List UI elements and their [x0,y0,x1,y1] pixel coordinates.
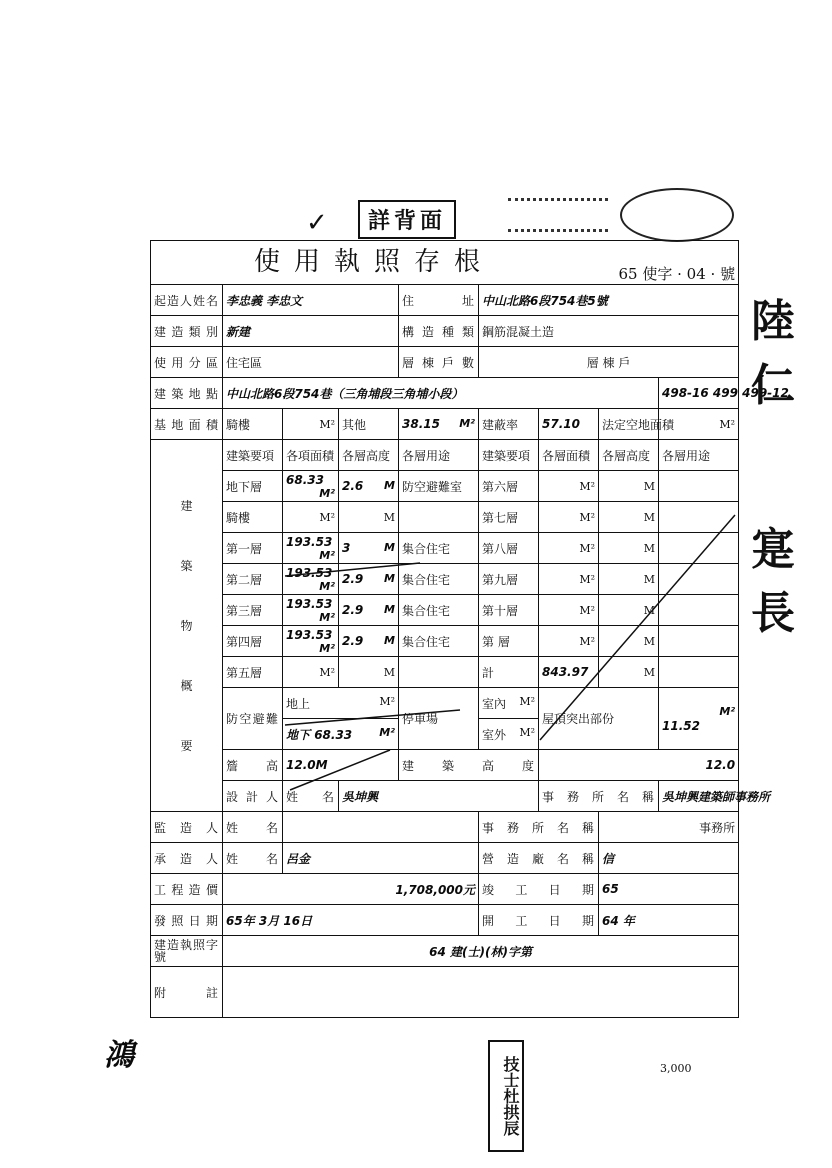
contractor-company: 信 [599,843,739,874]
check-mark-icon: ✓ [306,208,328,238]
indoor-label: 室內 M² [479,688,539,719]
below-ground: 地下 68.33 M² [283,719,399,750]
roof-label: 屋頂突出部份 [539,688,659,750]
build-type-label: 建造類別 [151,316,223,347]
supervisor-label: 監造人 [151,812,223,843]
floor-name: 騎樓 [223,502,283,533]
outdoor-label: 室外 M² [479,719,539,750]
floor-height: 2.9 M [339,626,399,657]
structure-label: 構造種類 [399,316,479,347]
floor-area: 193.53 M² [283,533,339,564]
floors-label: 層棟戶數 [399,347,479,378]
site-label: 建築地點 [151,378,223,409]
table-row: 地下層 68.33 M² 2.6 M 防空避難室 第六層 M² M [151,471,739,502]
floor-name: 第一層 [223,533,283,564]
designer-name-label: 姓名 [283,781,339,812]
col-header-7: 各層用途 [659,440,739,471]
col-header-2: 各層高度 [339,440,399,471]
coverage-label: 建蔽率 [479,409,539,440]
col-header-5: 各層面積 [539,440,599,471]
floor-name: 第三層 [223,595,283,626]
building-summary-label: 建 築 物 概 要 [151,440,223,812]
floor-use: 集合住宅 [399,595,479,626]
detail-back-stamp: 詳背面 [358,200,456,239]
above-ground: 地上 M² [283,688,399,719]
col-header-0: 建築要項 [223,440,283,471]
designer-office: 吳坤興建築師事務所 [659,781,739,812]
supervisor-office-label: 事務所名稱 [479,812,599,843]
col-header-4: 建築要項 [479,440,539,471]
table-row: 第一層 193.53 M² 3 M 集合住宅 第八層 M² M [151,533,739,564]
applicant-value: 李忠義 李忠文 [223,285,399,316]
designer-office-label: 事務所名稱 [539,781,659,812]
floor-name: 第四層 [223,626,283,657]
eave-label: 簷高 [223,750,283,781]
floor-name: 第五層 [223,657,283,688]
contractor-name-label: 姓名 [223,843,283,874]
contractor-label: 承造人 [151,843,223,874]
form-title: 使用執照存根 [254,247,495,277]
floor-height: 3 M [339,533,399,564]
zone-value: 住宅區 [223,347,399,378]
permit-number: 65 使字 · 04 · 號 [618,265,736,283]
floor-use: 防空避難室 [399,471,479,502]
defense-label: 防空避難 [223,688,283,750]
arcade-unit: M² [319,417,335,431]
roof-value: M² 11.52 [659,688,739,750]
legal-area-unit: M² [719,417,736,431]
floor-area: 193.53 M² [283,626,339,657]
floor-name-right: 第六層 [479,471,539,502]
floor-height: 2.9 M [339,595,399,626]
permit-value: 64 建(士)(林)字第 [223,936,739,967]
supervisor-office: 事務所 [599,812,739,843]
floor-name: 第二層 [223,564,283,595]
floor-area: 68.33 M² [283,471,339,502]
col-header-6: 各層高度 [599,440,659,471]
designer-name: 吳坤興 [339,781,539,812]
bld-height-value: 12.0 [539,750,739,781]
table-row: 騎樓 M² M 第七層 M² M [151,502,739,533]
zone-label: 使用分區 [151,347,223,378]
parking-label: 停車場 [399,688,479,750]
floor-use: 集合住宅 [399,533,479,564]
supervisor-name-label: 姓名 [223,812,283,843]
complete-value: 65 [599,874,739,905]
area-label: 基地面積 [151,409,223,440]
eave-value: 12.0M [283,750,399,781]
complete-label: 竣工日期 [479,874,599,905]
col-header-1: 各項面積 [283,440,339,471]
col-header-3: 各層用途 [399,440,479,471]
floor-height: 2.9 M [339,564,399,595]
floor-use: 集合住宅 [399,564,479,595]
arcade-label: 騎樓 [223,409,283,440]
floors-value: 層 棟 戶 [479,347,739,378]
table-row: 第四層 193.53 M² 2.9 M 集合住宅 第 層 M² M [151,626,739,657]
table-row: 第三層 193.53 M² 2.9 M 集合住宅 第十層 M² M [151,595,739,626]
issue-value: 65年 3月 16日 [223,905,479,936]
floor-name-right: 第七層 [479,502,539,533]
issue-label: 發照日期 [151,905,223,936]
other-label: 其他 [339,409,399,440]
official-stamp: 技士杜拱辰 [488,1040,524,1152]
address-label: 住址 [399,285,479,316]
address-value: 中山北路6段754巷5號 [479,285,739,316]
floor-name-right: 第九層 [479,564,539,595]
applicant-label: 起造人姓名 [151,285,223,316]
table-row: 第二層 193.53 M² 2.9 M 集合住宅 第九層 M² M [151,564,739,595]
structure-value: 鋼筋混凝土造 [479,316,739,347]
floor-name-right: 第十層 [479,595,539,626]
floor-name-right: 第 層 [479,626,539,657]
right-margin-text: 陸 仁 寔 長 [751,296,795,639]
cost-label: 工程造價 [151,874,223,905]
start-label: 開工日期 [479,905,599,936]
company-label: 營造廠名稱 [479,843,599,874]
cost-value: 1,708,000元 [223,874,479,905]
floor-name-right: 第八層 [479,533,539,564]
coverage-value: 57.10 [539,409,599,440]
other-value: 38.15 M² [399,409,479,440]
contractor-name: 呂金 [283,843,479,874]
floor-height: 2.6 M [339,471,399,502]
floor-name: 地下層 [223,471,283,502]
note-label: 附註 [151,967,223,1018]
footer-fragment: 3,000 [660,1062,692,1075]
designer-label: 設計人 [223,781,283,812]
table-row: 第五層 M² M 計 843.97 M [151,657,739,688]
legal-area-label: 法定空地面積 [599,409,659,440]
bld-height-label: 建築高度 [399,750,539,781]
total-label: 計 [479,657,539,688]
floor-use: 集合住宅 [399,626,479,657]
floor-area: 193.53 M² [283,595,339,626]
permit-label: 建造執照字號 [151,936,223,967]
floor-area: 193.53 M² [283,564,339,595]
build-type-value: 新建 [223,316,399,347]
margin-char: 鴻 [104,1038,134,1073]
start-value: 64 年 [599,905,739,936]
lot-number: 498-16 499 499-12 [659,378,739,409]
total-value: 843.97 [539,657,599,688]
site-value: 中山北路6段754巷（三角埔段三角埔小段） [223,378,659,409]
